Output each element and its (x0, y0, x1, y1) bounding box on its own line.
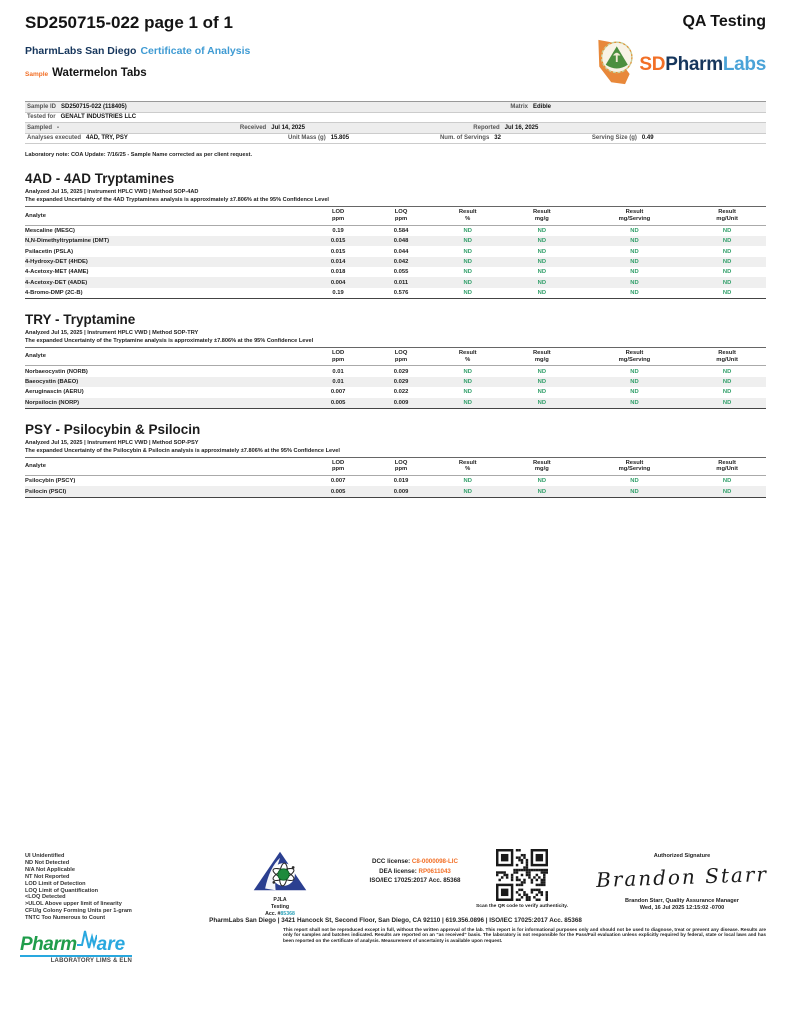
legend-item: UI Unidentified (25, 853, 65, 859)
info-row-analyses (25, 134, 766, 145)
result-value: ND (688, 277, 766, 287)
result-value: ND (463, 389, 472, 396)
legend-item: <LOQ Detected (25, 894, 66, 901)
result-value: ND (463, 368, 472, 375)
iso-accreditation-line: ISO/IEC 17025:2017 Acc. 85368 (369, 877, 461, 885)
signature-block (588, 853, 776, 911)
analyte-name: Baeocystin (BAEO) (25, 377, 307, 387)
column-header: LOD ppm (307, 348, 370, 366)
limit-value: 0.584 (393, 227, 409, 234)
result-value: ND (463, 248, 472, 255)
sdpharmlabs-emblem-icon (591, 37, 637, 92)
analyte-row (25, 398, 766, 409)
section-meta: Analyzed Jul 15, 2025 | Instrument HPLC VWD | Method SOP-PSY (25, 439, 199, 446)
limit-value: 0.044 (393, 248, 409, 255)
result-value: ND (503, 257, 581, 267)
analyte-row (25, 236, 766, 246)
page-header (0, 0, 791, 33)
result-value: ND (688, 257, 766, 267)
section-4ad (25, 171, 766, 299)
tested-for-value: GENALT INDUSTRIES LLC (60, 114, 137, 121)
legend-list (25, 853, 132, 922)
result-value: ND (688, 288, 766, 299)
analyte-name: N,N-Dimethyltryptamine (DMT) (25, 236, 307, 246)
section-psy (25, 422, 766, 498)
sample-id-label: Sample ID (27, 103, 57, 110)
column-header: Result mg/Serving (581, 457, 688, 475)
received-value: Jul 14, 2025 (271, 124, 305, 131)
sample-name: Watermelon Tabs (52, 67, 147, 79)
pharmware-subtitle: LABORATORY LIMS & ELN (50, 958, 132, 964)
column-header: LOD ppm (307, 457, 370, 475)
servings-label: Num. of Servings (439, 135, 490, 142)
result-value: ND (722, 389, 732, 396)
tested-for-label: Tested for (27, 114, 56, 121)
analyte-row (25, 267, 766, 277)
lab-name: PharmLabs San Diego (25, 45, 137, 57)
result-value: ND (630, 269, 639, 276)
result-value: ND (503, 277, 581, 287)
sampled-value: - (57, 124, 60, 131)
result-value: ND (433, 257, 503, 267)
limit-value: 0.576 (370, 288, 433, 299)
result-value: ND (581, 377, 688, 387)
result-value: ND (463, 227, 472, 234)
result-value: ND (433, 288, 503, 299)
result-value: ND (581, 236, 688, 246)
section-title: TRY - Tryptamine (25, 312, 136, 328)
column-header: Result mg/Serving (581, 207, 688, 225)
reported-value: Jul 16, 2025 (504, 124, 539, 131)
license-block (340, 857, 490, 886)
result-value: ND (722, 478, 732, 485)
result-value: ND (722, 248, 732, 255)
section-meta: Analyzed Jul 15, 2025 | Instrument HPLC VWD | Method SOP-TRY (25, 330, 199, 337)
analyses-label: Analyses executed (27, 135, 82, 142)
result-value: ND (433, 377, 503, 387)
limit-value: 0.055 (393, 269, 409, 276)
limit-value: 0.007 (330, 389, 346, 396)
results-table-psy (25, 457, 766, 498)
section-title: 4AD - 4AD Tryptamines (25, 171, 175, 187)
pjla-triangle-icon (252, 879, 308, 896)
limit-value: 0.005 (307, 398, 370, 409)
result-value: ND (630, 478, 639, 485)
pjla-acc-number: Acc. #85368 (265, 910, 295, 917)
analyte-name: 4-Bromo-DMP (2C-B) (25, 288, 307, 299)
certificate-of-analysis-label: Certificate of Analysis (140, 45, 251, 57)
analyte-row (25, 246, 766, 256)
column-header: Analyte (25, 457, 307, 475)
reported-label: Reported (473, 124, 500, 131)
column-header: Result mg/Unit (688, 348, 766, 366)
result-value: ND (688, 236, 766, 246)
results-table-try (25, 347, 766, 409)
result-value: ND (722, 227, 732, 234)
result-value: ND (630, 248, 639, 255)
result-value: ND (433, 277, 503, 287)
limit-value: 0.029 (393, 368, 409, 375)
limit-value: 0.005 (307, 486, 370, 497)
sample-info-table (25, 101, 766, 144)
result-value: ND (537, 389, 547, 396)
limit-value: 0.014 (307, 257, 370, 267)
matrix-value: Edible (533, 103, 552, 110)
result-value: ND (688, 486, 766, 497)
dcc-license-value: C8-0000098-LIC (411, 858, 458, 865)
analyte-name: 4-Acetoxy-MET (4AME) (25, 269, 89, 276)
analyte-row (25, 486, 766, 497)
document-id-title: SD250715-022 page 1 of 1 (25, 13, 233, 32)
analyte-name: Norbaeocystin (NORB) (25, 368, 88, 375)
authorized-signature-label: Authorized Signature (653, 853, 711, 859)
dea-license-line: DEA license: RP0611043 (379, 867, 451, 875)
legend-item: >ULOL Above upper limit of linearity (25, 901, 122, 908)
analyte-name: Psilocin (PSCI) (25, 486, 307, 497)
result-value: ND (537, 269, 547, 276)
sdpharmlabs-wordmark: SDPharmLabs (639, 53, 766, 75)
result-value: ND (722, 368, 732, 375)
column-header: Result mg/Serving (581, 348, 688, 366)
result-value: ND (433, 398, 503, 409)
analyte-row (25, 387, 766, 397)
pjla-name: PJLA (273, 897, 287, 903)
limit-value: 0.004 (307, 277, 370, 287)
limit-value: 0.01 (332, 368, 344, 375)
analyses-value: 4AD, TRY, PSY (86, 135, 128, 142)
sampled-label: Sampled (27, 124, 53, 131)
column-header: Result mg/g (503, 348, 581, 366)
legend-item: NT Not Reported (25, 873, 70, 880)
result-value: ND (433, 236, 503, 246)
result-value: ND (630, 389, 639, 396)
legend-item: ND Not Detected (25, 859, 70, 866)
subheader (25, 45, 766, 95)
pharmware-logo (20, 929, 132, 964)
result-value: ND (688, 377, 766, 387)
servings-value: 32 (494, 135, 501, 142)
legend-item: CFU/g Colony Forming Units per 1-gram (25, 908, 132, 915)
serving-size-value: 0.49 (641, 135, 654, 142)
limit-value: 0.007 (330, 478, 346, 485)
legend-item: LOQ Limit of Quantification (25, 887, 99, 894)
result-value: ND (537, 227, 547, 234)
result-value: ND (581, 398, 688, 409)
result-value: ND (433, 486, 503, 497)
result-value: ND (722, 269, 732, 276)
column-header: Result mg/g (503, 457, 581, 475)
column-header: Result % (433, 207, 503, 225)
limit-value: 0.042 (370, 257, 433, 267)
analyte-row (25, 277, 766, 287)
analyte-row (25, 225, 766, 236)
analyte-row (25, 257, 766, 267)
limit-value: 0.011 (370, 277, 433, 287)
info-row-sample-id (25, 102, 766, 113)
result-value: ND (688, 398, 766, 409)
result-value: ND (503, 486, 581, 497)
qa-testing-label: QA Testing (682, 13, 766, 30)
limit-value: 0.015 (330, 248, 346, 255)
unit-mass-value: 15.805 (330, 135, 350, 142)
section-meta: Analyzed Jul 15, 2025 | Instrument HPLC VWD | Method SOP-4AD (25, 189, 199, 196)
sample-label: Sample (25, 71, 49, 78)
legend-item: TNTC Too Numerous to Count (25, 915, 106, 922)
signature-script: Brandon Starr (595, 862, 769, 892)
analyte-name: 4-Hydroxy-DET (4HDE) (25, 257, 307, 267)
limit-value: 0.029 (370, 377, 433, 387)
dcc-license-line: DCC license: C8-0000098-LIC (372, 858, 458, 865)
received-label: Received (239, 124, 267, 131)
footer-disclaimer: This report shall not be reproduced except in full, without the written approval of the lab. This report is for informational purposes only and should not be used to diagnose, treat or prevent any disease. Results are only for samples and batches indicated. Results are reported on an "as received" basis. The laboratory is not responsible for the Pass/Fail evaluation unless explicitly required by federal, state or local laws and has been reported on the certificate of analysis. Measurement of uncertainty is available upon request. (283, 927, 766, 943)
info-row-dates (25, 123, 766, 134)
result-value: ND (503, 236, 581, 246)
column-header: Result % (433, 457, 503, 475)
analyte-name: 4-Acetoxy-DET (4ADE) (25, 277, 307, 287)
limit-value: 0.018 (330, 269, 346, 276)
sample-id-value: SD250715-022 (118405) (61, 103, 127, 110)
sdpharmlabs-logo (591, 37, 766, 92)
column-header: LOQ ppm (370, 207, 433, 225)
serving-size-label: Serving Size (g) (591, 135, 637, 142)
result-value: ND (537, 478, 547, 485)
column-header: LOQ ppm (370, 457, 433, 475)
section-uncertainty: The expanded Uncertainty of the Psilocybin & Psilocin analysis is approximately ±7.806% at the 95% Confidence Level (25, 447, 340, 454)
result-value: ND (581, 486, 688, 497)
legend-item: N/A Not Applicable (25, 866, 75, 873)
column-header: Result mg/Unit (688, 207, 766, 225)
column-header: LOD ppm (307, 207, 370, 225)
result-value: ND (630, 227, 639, 234)
analyte-name: Psilocybin (PSCY) (25, 478, 76, 485)
column-header: Result % (433, 348, 503, 366)
column-header: Result mg/g (503, 207, 581, 225)
analyte-name: Aeruginascin (AERU) (25, 389, 84, 396)
column-header: Analyte (25, 348, 307, 366)
analyte-row (25, 377, 766, 387)
result-value: ND (503, 377, 581, 387)
result-value: ND (581, 277, 688, 287)
column-header: LOQ ppm (370, 348, 433, 366)
limit-value: 0.048 (370, 236, 433, 246)
results-table-4ad (25, 206, 766, 299)
column-header: Analyte (25, 207, 307, 225)
limit-value: 0.19 (307, 288, 370, 299)
section-title: PSY - Psilocybin & Psilocin (25, 421, 201, 437)
pjla-testing-label: Testing (270, 903, 290, 910)
analyte-name: Psilacetin (PSLA) (25, 248, 73, 255)
section-uncertainty: The expanded Uncertainty of the Tryptamine analysis is approximately ±7.806% at the 95% Confidence Level (25, 338, 314, 345)
result-value: ND (503, 398, 581, 409)
result-value: ND (537, 248, 547, 255)
result-value: ND (463, 478, 472, 485)
section-uncertainty: The expanded Uncertainty of the 4AD Tryptamines analysis is approximately ±7.806% at the 95% Confidence Level (25, 197, 329, 204)
result-value: ND (537, 368, 547, 375)
laboratory-note: Laboratory note: COA Update: 7/16/25 - Sample Name corrected as per client request. (25, 152, 253, 159)
analyte-name: Norpsilocin (NORP) (25, 398, 307, 409)
limit-value: 0.19 (332, 227, 344, 234)
analyte-row (25, 288, 766, 299)
pjla-accreditation (232, 850, 328, 918)
limit-value: 0.022 (393, 389, 409, 396)
limit-value: 0.009 (370, 486, 433, 497)
analyte-row (25, 476, 766, 487)
result-value: ND (463, 269, 472, 276)
limit-value: 0.01 (307, 377, 370, 387)
column-header: Result mg/Unit (688, 457, 766, 475)
limit-value: 0.009 (370, 398, 433, 409)
info-row-tested-for (25, 113, 766, 124)
pharmware-pulse-icon (77, 929, 97, 954)
unit-mass-label: Unit Mass (g) (288, 135, 326, 142)
pharmware-wordmark: Pharm are (20, 929, 132, 957)
matrix-label: Matrix (510, 103, 529, 110)
qr-code (496, 849, 548, 901)
legend-item: LOD Limit of Detection (25, 880, 86, 887)
analyte-name: Mescaline (MESC) (25, 227, 75, 234)
dea-license-value: RP0611043 (418, 867, 451, 875)
analyte-row (25, 366, 766, 377)
limit-value: 0.019 (393, 478, 409, 485)
section-try (25, 312, 766, 409)
result-value: ND (503, 288, 581, 299)
signer-name-title: Brandon Starr, Quality Assurance Manager (625, 898, 739, 904)
lab-address-footer: PharmLabs San Diego | 3421 Hancock St, Second Floor, San Diego, CA 92110 | 619.356.0896 | ISO/IEC 17025:2017 Acc. 85368 (209, 917, 582, 924)
result-value: ND (581, 288, 688, 299)
limit-value: 0.015 (307, 236, 370, 246)
qr-caption: Scan the QR code to verify authenticity. (475, 904, 569, 909)
signature-date: Wed, 16 Jul 2025 12:15:02 -0700 (639, 905, 725, 911)
result-value: ND (581, 257, 688, 267)
result-value: ND (630, 368, 639, 375)
